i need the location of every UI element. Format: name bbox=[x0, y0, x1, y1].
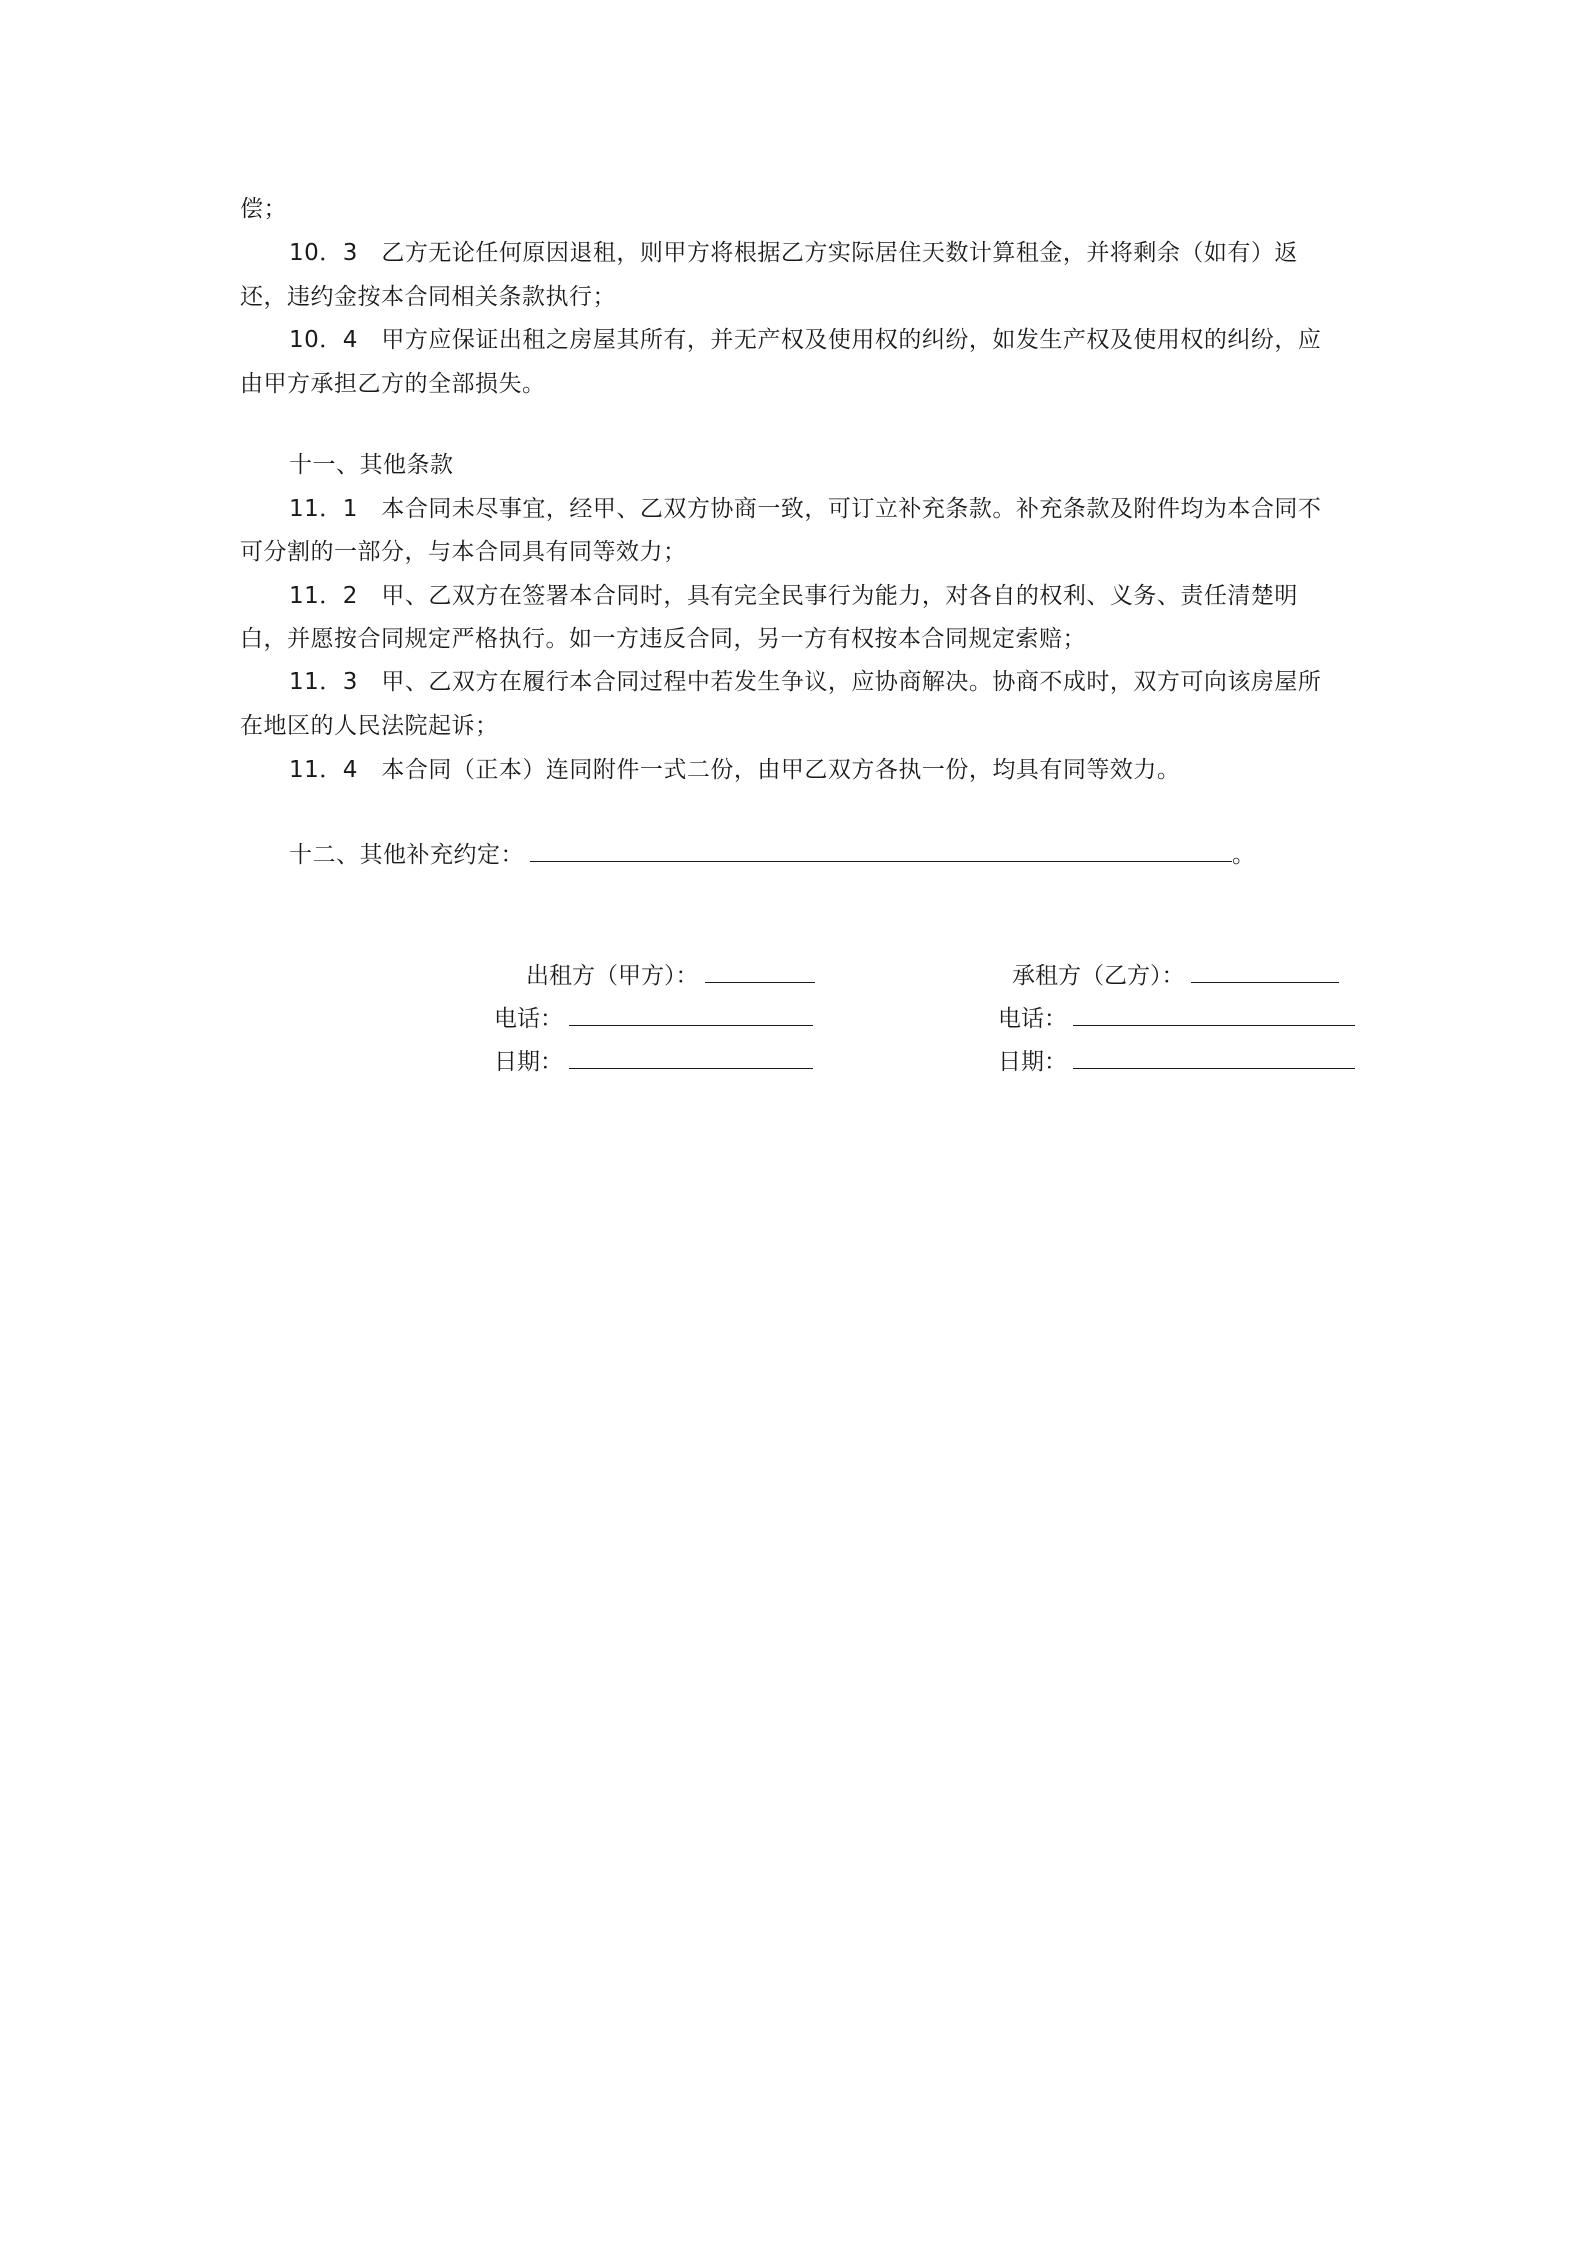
text-line: 在地区的人民法院起诉； bbox=[240, 713, 499, 739]
lessee-date-blank[interactable] bbox=[1073, 1046, 1355, 1069]
lessor-label: 出租方（甲方）： bbox=[526, 963, 699, 989]
lessor-phone-line bbox=[494, 1003, 813, 1034]
text-line: 偿； bbox=[240, 196, 287, 222]
lessee-blank[interactable] bbox=[1191, 960, 1339, 983]
text-line: 10．3 乙方无论任何原因退租，则甲方将根据乙方实际居住天数计算租金，并将剩余（如有）返 bbox=[289, 240, 1298, 266]
text-line: 可分割的一部分，与本合同具有同等效力； bbox=[240, 539, 687, 565]
text-line: 还，违约金按本合同相关条款执行； bbox=[240, 284, 616, 310]
lessee-date-line bbox=[998, 1046, 1355, 1077]
lessee-phone-blank[interactable] bbox=[1073, 1003, 1355, 1026]
lessor-blank[interactable] bbox=[705, 960, 815, 983]
date-label: 日期： bbox=[998, 1049, 1067, 1075]
text-line: 由甲方承担乙方的全部损失。 bbox=[240, 371, 546, 397]
phone-label: 电话： bbox=[494, 1006, 563, 1032]
section-heading: 十一、其他条款 bbox=[289, 452, 454, 478]
lessor-date-line bbox=[494, 1046, 813, 1077]
text-line: 11．3 甲、乙双方在履行本合同过程中若发生争议，应协商解决。协商不成时，双方可向该房屋所 bbox=[289, 669, 1322, 695]
phone-label: 电话： bbox=[998, 1006, 1067, 1032]
lessee-label: 承租方（乙方）： bbox=[1012, 963, 1185, 989]
date-label: 日期： bbox=[494, 1049, 563, 1075]
lessor-signature-line bbox=[526, 960, 815, 991]
text-line: 11．2 甲、乙双方在签署本合同时，具有完全民事行为能力，对各自的权利、义务、责任清楚明 bbox=[289, 583, 1298, 609]
lessee-phone-line bbox=[998, 1003, 1355, 1034]
text-line: 10．4 甲方应保证出租之房屋其所有，并无产权及使用权的纠纷，如发生产权及使用权的纠纷，应 bbox=[289, 327, 1322, 353]
supplement-label: 十二、其他补充约定： bbox=[289, 842, 524, 868]
lessor-phone-blank[interactable] bbox=[569, 1003, 813, 1026]
lessee-signature-line bbox=[1012, 960, 1339, 991]
supplement-blank[interactable] bbox=[530, 839, 1232, 862]
text-line: 白，并愿按合同规定严格执行。如一方违反合同，另一方有权按本合同规定索赔； bbox=[240, 626, 1086, 652]
supplement-line bbox=[289, 839, 1256, 870]
text-line: 11．4 本合同（正本）连同附件一式二份，由甲乙双方各执一份，均具有同等效力。 bbox=[289, 757, 1181, 783]
supplement-end: 。 bbox=[1232, 842, 1256, 868]
lessor-date-blank[interactable] bbox=[569, 1046, 813, 1069]
text-line: 11．1 本合同未尽事宜，经甲、乙双方协商一致，可订立补充条款。补充条款及附件均为本合同不 bbox=[289, 496, 1322, 522]
